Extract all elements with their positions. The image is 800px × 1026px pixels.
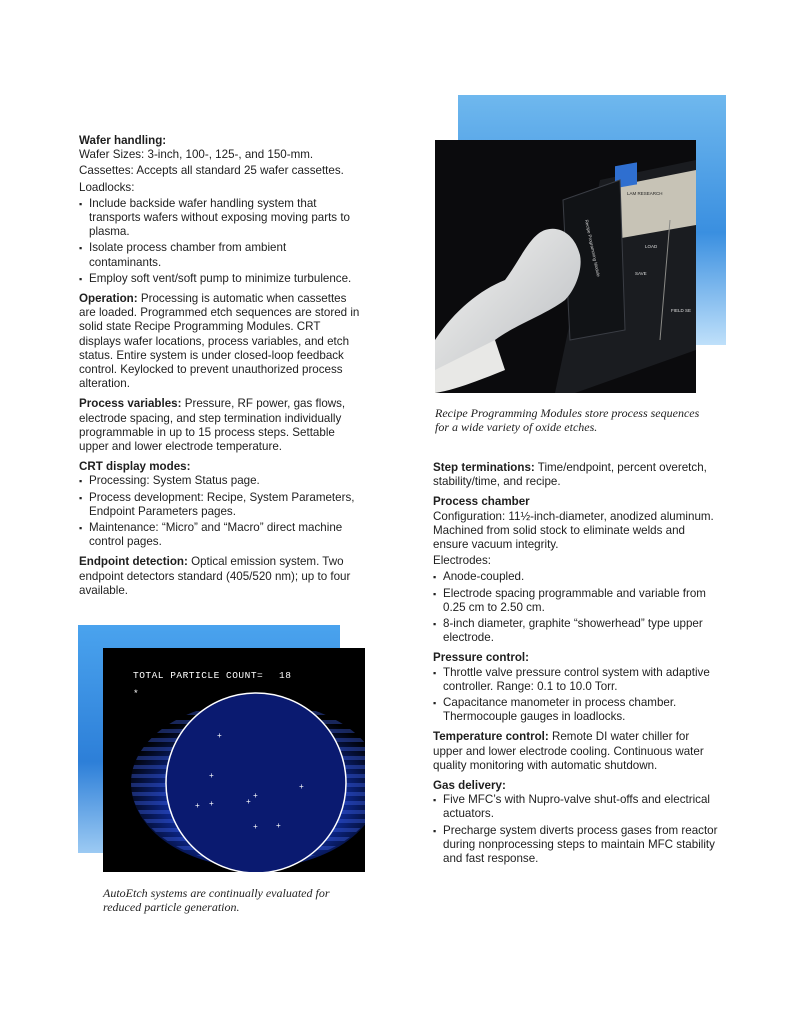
particle-count-photo <box>103 648 365 872</box>
process-chamber-heading: Process chamber <box>433 495 530 509</box>
process-variables-heading: Process variables: <box>79 397 182 411</box>
module-label: Recipe Programming Module <box>584 219 602 278</box>
list-item: ▪ Maintenance: “Micro” and “Macro” direct machine control pages. <box>79 521 361 549</box>
process-variables-section <box>79 397 361 454</box>
electrodes-list <box>433 570 718 645</box>
step-terminations-heading: Step terminations: <box>433 461 535 474</box>
list-item: ▪ Processing: System Status page. <box>79 474 361 488</box>
load-label: LOAD <box>645 244 658 249</box>
list-item: ▪ Five MFC’s with Nupro-valve shut-offs and electrical actuators. <box>433 793 718 821</box>
loadlocks-list <box>79 197 361 286</box>
pressure-control-list <box>433 666 718 725</box>
list-item: ▪ 8-inch diameter, graphite “showerhead” type upper electrode. <box>433 617 718 645</box>
gloved-hand <box>435 229 581 380</box>
crt-display-heading: CRT display modes: <box>79 460 191 474</box>
endpoint-text: Optical emission system. Two endpoint detectors standard (405/520 nm); up to four available. <box>79 555 351 597</box>
process-variables-text: Pressure, RF power, gas flows, electrode spacing, and step termination individually programmable in up to 15 process steps. Settable upper and lower electrode temperature. <box>79 397 346 454</box>
particle-marker: + <box>217 732 222 741</box>
particle-marker: + <box>209 772 214 781</box>
wafer-handling-section <box>79 134 361 286</box>
particle-marker: + <box>246 798 251 807</box>
left-column <box>79 134 361 604</box>
crt-screen-illustration <box>103 648 365 872</box>
list-item: ▪ Isolate process chamber from ambient contaminants. <box>79 241 361 269</box>
wafer-handling-heading: Wafer handling: <box>79 134 167 147</box>
loadlocks-label: Loadlocks: <box>79 180 135 194</box>
brand-label: LAM RESEARCH <box>627 191 663 196</box>
crt-display-section <box>79 460 361 549</box>
right-column <box>433 461 718 872</box>
pressure-control-section <box>433 651 718 724</box>
endpoint-heading: Endpoint detection: <box>79 555 188 569</box>
operation-section <box>79 292 361 391</box>
recipe-module-photo <box>435 140 696 393</box>
gas-delivery-heading: Gas delivery: <box>433 779 506 793</box>
particle-marker: + <box>209 800 214 809</box>
particle-marker: + <box>195 802 200 811</box>
save-label: SAVE <box>635 271 647 276</box>
caption-top: Recipe Programming Modules store process sequences for a wide variety of oxide etches. <box>435 406 700 434</box>
list-item: ▪ Electrode spacing programmable and variable from 0.25 cm to 2.50 cm. <box>433 587 718 615</box>
field-label: FIELD SE <box>671 308 692 313</box>
list-item: ▪ Precharge system diverts process gases from reactor during nonprocessing steps to maintain MFC stability and fast response. <box>433 824 718 867</box>
particle-marker: + <box>253 792 258 801</box>
particle-marker: + <box>253 823 258 832</box>
step-terminations-text: Time/endpoint, percent overetch, stability/time, and recipe. <box>433 461 707 489</box>
recipe-module-illustration <box>435 140 696 393</box>
electrodes-label: Electrodes: <box>433 554 491 568</box>
wafer-sizes-text: Wafer Sizes: 3-inch, 100-, 125-, and 150-mm. <box>79 148 314 162</box>
gas-delivery-list <box>433 793 718 866</box>
list-item: ▪ Include backside wafer handling system that transports wafers without exposing moving parts to plasma. <box>79 197 361 240</box>
list-item: ▪ Capacitance manometer in process chamber. Thermocouple gauges in loadlocks. <box>433 696 718 724</box>
cassettes-text: Cassettes: Accepts all standard 25 wafer cassettes. <box>79 164 344 178</box>
temperature-control-text: Remote DI water chiller for upper and lower electrode cooling. Continuous water quality monitoring with automatic shutdown. <box>433 730 704 772</box>
operation-text: Processing is automatic when cassettes are loaded. Programmed etch sequences are stored in solid state Recipe Programming Modules. CRT displays wafer locations, process variables, and etch status. Entire system is under closed-loop feedback control. Keylocked to prevent unauthorized process alteration. <box>79 292 360 391</box>
wafer-outline <box>166 693 346 872</box>
crt-label: TOTAL PARTICLE COUNT= <box>133 670 264 681</box>
particle-marker: + <box>299 783 304 792</box>
process-chamber-section <box>433 495 718 645</box>
endpoint-section <box>79 555 361 598</box>
list-item: ▪ Anode-coupled. <box>433 570 718 584</box>
pressure-control-heading: Pressure control: <box>433 651 529 665</box>
configuration-text: Configuration: 11½-inch-diameter, anodized aluminum. Machined from solid stock to eliminate welds and ensure vacuum integrity. <box>433 509 714 552</box>
operation-heading: Operation: <box>79 292 138 306</box>
crt-asterisk: * <box>133 688 140 699</box>
list-item: ▪ Process development: Recipe, System Parameters, Endpoint Parameters pages. <box>79 491 361 519</box>
caption-bottom: AutoEtch systems are continually evaluated for reduced particle generation. <box>103 886 330 914</box>
particle-count-value: 18 <box>279 670 292 681</box>
temperature-control-section <box>433 730 718 773</box>
list-item: ▪ Throttle valve pressure control system with adaptive controller. Range: 0.1 to 10.0 Torr. <box>433 666 718 694</box>
particle-marker: + <box>276 822 281 831</box>
crt-display-list <box>79 474 361 549</box>
gas-delivery-section <box>433 779 718 866</box>
step-terminations-section <box>433 461 718 489</box>
list-item: ▪ Employ soft vent/soft pump to minimize turbulence. <box>79 272 361 286</box>
temperature-control-heading: Temperature control: <box>433 730 549 744</box>
